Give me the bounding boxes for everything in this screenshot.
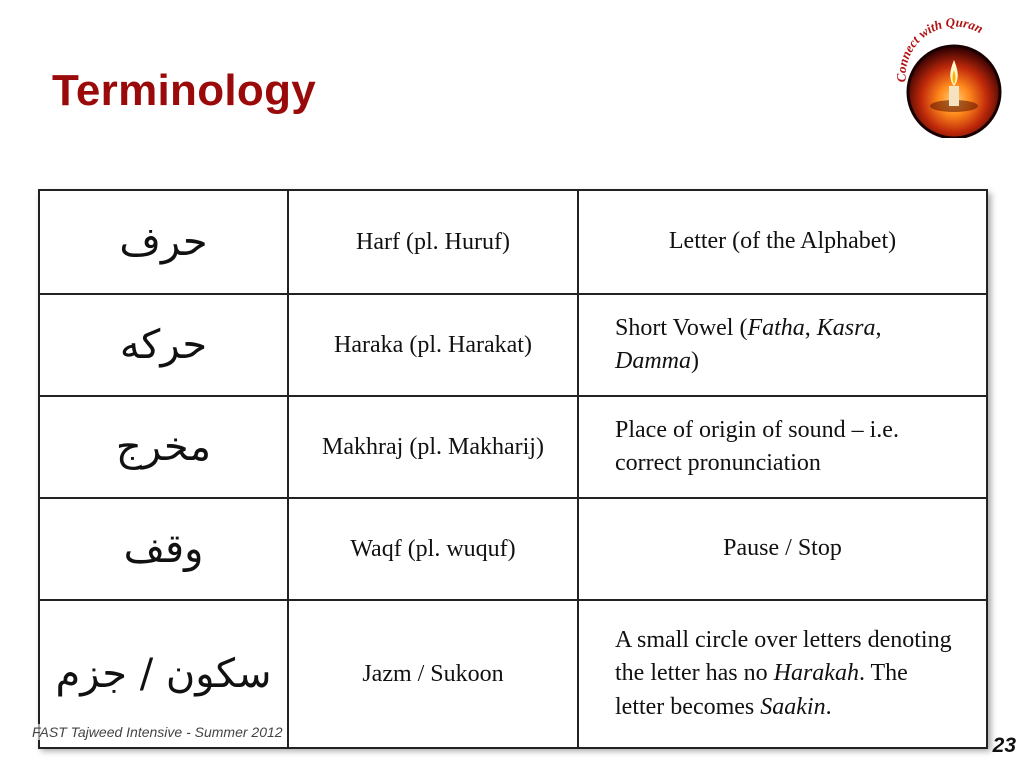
meaning-cell [578, 294, 987, 396]
meaning-italic-text: Fatha [747, 314, 805, 341]
meaning-text: A small circle over letters denoting the letter has no [615, 627, 952, 687]
arabic-term-cell [39, 396, 288, 498]
meaning-text: Letter (of the Alphabet) [668, 228, 897, 255]
arabic-term-cell [39, 294, 288, 396]
transliteration-cell: Haraka (pl. Harakat) [288, 294, 578, 396]
arabic-term-cell [39, 498, 288, 600]
arabic-term-cell [39, 190, 288, 294]
table-row [39, 498, 987, 600]
slide-title: Terminology [52, 66, 317, 115]
terminology-table [38, 189, 988, 749]
meaning-text: Place of origin of sound – i.e. correct pronunciation [615, 416, 899, 476]
meaning-cell [578, 498, 987, 600]
table-row [39, 396, 987, 498]
meaning-cell [578, 600, 987, 748]
meaning-text: , [875, 314, 882, 341]
arabic-term: مخرج [115, 424, 212, 470]
meaning-text: ) [691, 348, 699, 374]
meaning-text: . [825, 693, 832, 720]
candle-icon [892, 18, 1012, 138]
meaning-text: Pause / Stop [723, 535, 842, 562]
meaning-cell [578, 396, 987, 498]
table-row [39, 294, 987, 396]
meaning-text: . The letter becomes [615, 660, 908, 720]
meaning-text: , [804, 314, 817, 341]
transliteration-cell: Makhraj (pl. Makharij) [288, 396, 578, 498]
arabic-term: وقف [123, 526, 204, 572]
transliteration-cell: Harf (pl. Huruf) [288, 190, 578, 294]
meaning-italic-text: Saakin [760, 693, 826, 720]
arabic-term: حركه [119, 322, 208, 368]
transliteration-cell: Waqf (pl. wuquf) [288, 498, 578, 600]
meaning-text: Short Vowel ( [615, 314, 748, 341]
meaning-italic-text: Harakah [773, 660, 859, 687]
svg-text:Connect with Quran: Connect with Quran [893, 18, 986, 83]
arabic-term: سكون / جزم [55, 651, 272, 697]
transliteration-cell: Jazm / Sukoon [288, 600, 578, 748]
slide-number: 23 [992, 734, 1016, 757]
arabic-term: حرف [119, 219, 208, 265]
meaning-cell [578, 190, 987, 294]
table-row [39, 190, 987, 294]
meaning-italic-text: Damma [615, 348, 691, 374]
connect-with-quran-logo [892, 18, 1012, 138]
meaning-italic-text: Kasra [816, 314, 876, 341]
footer-text: FAST Tajweed Intensive - Summer 2012 [32, 724, 283, 740]
